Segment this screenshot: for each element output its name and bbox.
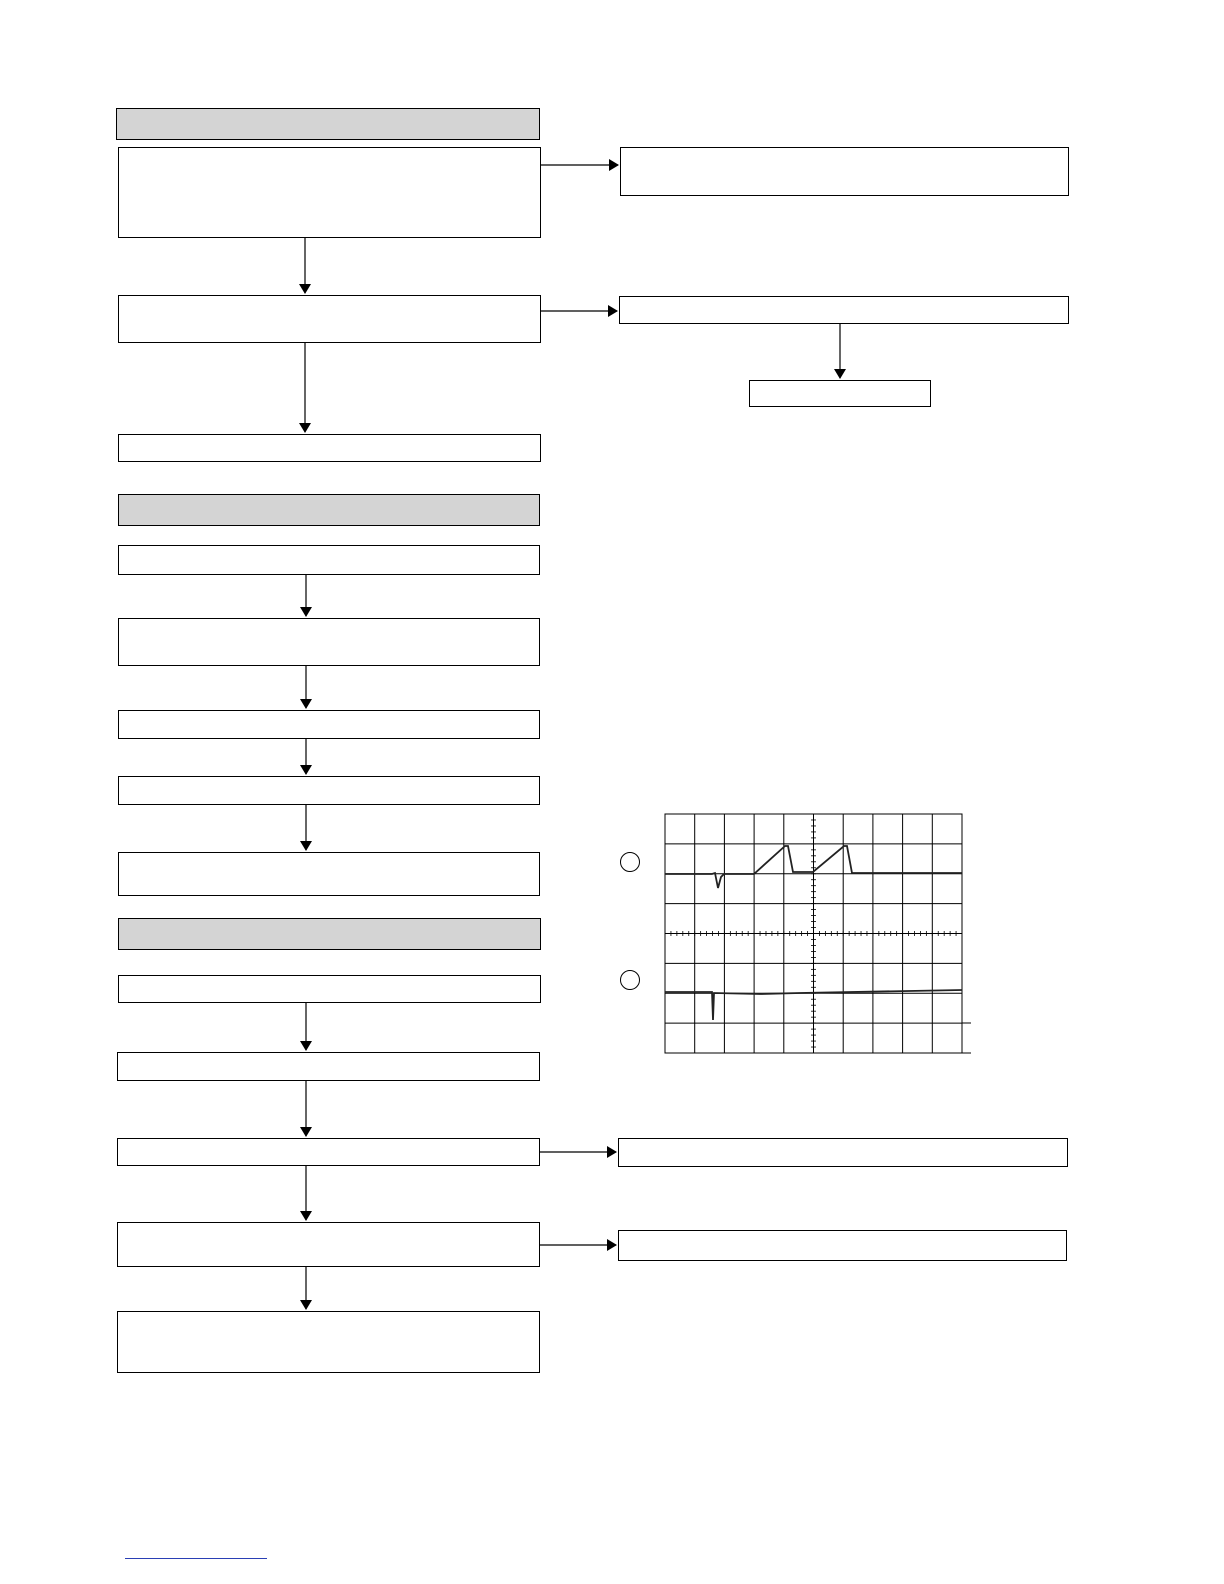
channel-1-marker bbox=[620, 852, 640, 872]
channel-2-marker bbox=[620, 970, 640, 990]
footer-rule bbox=[125, 1558, 267, 1559]
